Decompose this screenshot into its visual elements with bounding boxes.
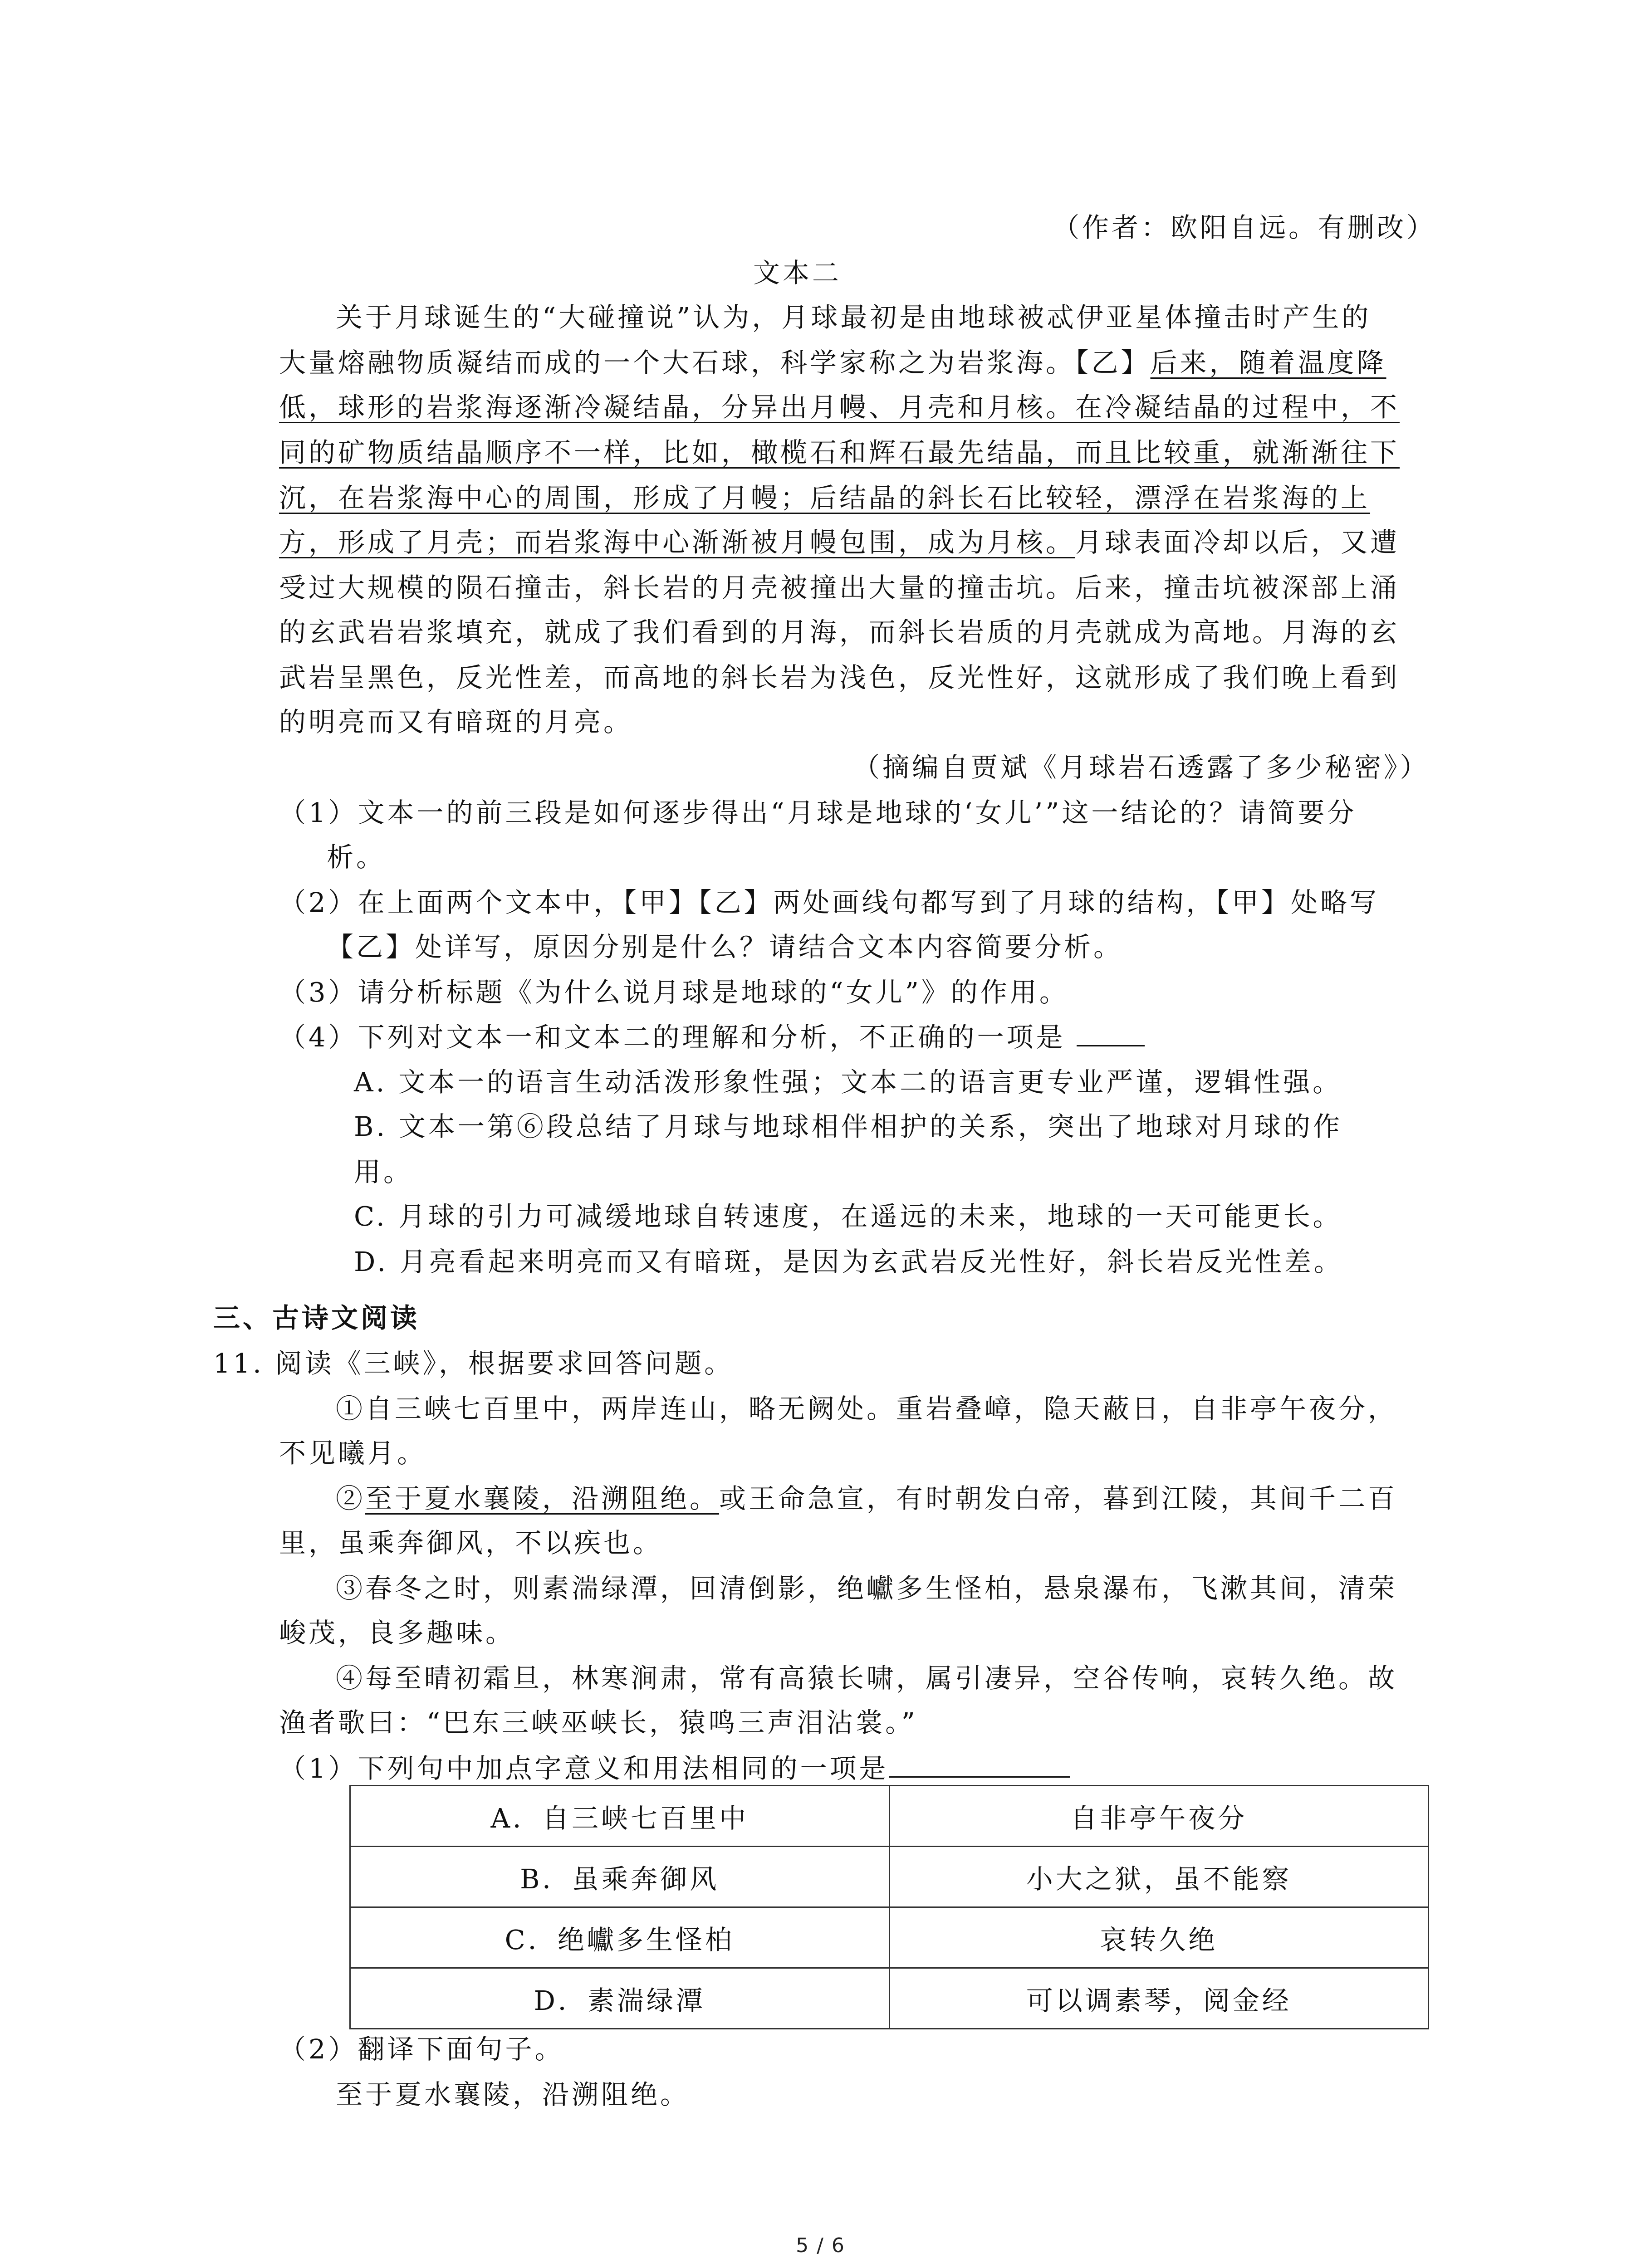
q11-paragraph-2-line2: 里，虽乘奔御风，不以疾也。 xyxy=(279,1527,663,1559)
text2-line-4: 同的矿物质结晶顺序不一样，比如，橄榄石和辉石最先结晶，而且比较重，就渐渐往下 xyxy=(279,437,1400,468)
underlined-sentence: 至于夏水襄陵，沿溯阻绝。 xyxy=(365,1483,720,1514)
q10-sub2-line1: （2）在上面两个文本中，【甲】【乙】两处画线句都写到了月球的结构，【甲】处略写 xyxy=(279,887,1380,918)
q11-stem: 11. 阅读《三峡》，根据要求回答问题。 xyxy=(213,1348,734,1379)
page-number: 5 / 6 xyxy=(796,2234,845,2257)
answer-blank xyxy=(1077,1019,1145,1046)
q10-sub1-line2: 析。 xyxy=(327,841,386,873)
table-cell: C．绝巘多生怪柏 xyxy=(350,1907,890,1968)
options-table xyxy=(349,1785,1429,2029)
text2-underline-yi: 后来，随着温度降 xyxy=(1150,347,1386,378)
q11-paragraph-1-line2: 不见曦月。 xyxy=(279,1437,427,1469)
table-row xyxy=(350,1907,1429,1968)
table-cell: A．自三峡七百里中 xyxy=(350,1786,890,1847)
text2-line-6: 方，形成了月壳；而岩浆海中心渐渐被月幔包围，成为月核。月球表面冷却以后，又遭 xyxy=(279,527,1400,558)
text1-source: （作者：欧阳自远。有删改） xyxy=(1053,212,1436,243)
text2-line-7: 受过大规模的陨石撞击，斜长岩的月壳被撞出大量的撞击坑。后来，撞击坑被深部上涌 xyxy=(279,572,1400,603)
text2-line-9: 武岩呈黑色，反光性差，而高地的斜长岩为浅色，反光性好，这就形成了我们晚上看到 xyxy=(279,662,1400,693)
q10-sub1-line1: （1）文本一的前三段是如何逐步得出“月球是地球的‘女儿’”这一结论的？请简要分 xyxy=(279,797,1357,828)
q11-paragraph-3-line2: 峻茂，良多趣味。 xyxy=(279,1617,515,1648)
table-row xyxy=(350,1786,1429,1847)
q10-sub3: （3）请分析标题《为什么说月球是地球的“女儿”》的作用。 xyxy=(279,977,1069,1008)
table-cell: B．虽乘奔御风 xyxy=(350,1847,890,1907)
table-row xyxy=(350,1968,1429,2029)
text2-line-2: 大量熔融物质凝结而成的一个大石球，科学家称之为岩浆海。【乙】后来，随着温度降 xyxy=(279,347,1386,378)
text2-source: （摘编自贾斌《月球岩石透露了多少秘密》） xyxy=(853,752,1430,783)
table-cell: 小大之狱，虽不能察 xyxy=(889,1847,1429,1907)
q11-paragraph-1-line1: ①自三峡七百里中，两岸连山，略无阙处。重岩叠嶂，隐天蔽日，自非亭午夜分， xyxy=(336,1393,1398,1424)
text2-line-3: 低，球形的岩浆海逐渐冷凝结晶，分异出月幔、月壳和月核。在冷凝结晶的过程中，不 xyxy=(279,391,1400,423)
table-cell: 可以调素琴，阅金经 xyxy=(889,1968,1429,2029)
q11-paragraph-4-line2: 渔者歌曰：“巴东三峡巫峡长，猿鸣三声泪沾裳。” xyxy=(279,1707,918,1738)
q10-sub2-line2: 【乙】处详写，原因分别是什么？请结合文本内容简要分析。 xyxy=(327,931,1123,963)
q11-paragraph-3-line1: ③春冬之时，则素湍绿潭，回清倒影，绝巘多生怪柏，悬泉瀑布，飞漱其间，清荣 xyxy=(336,1573,1398,1604)
table-cell: 哀转久绝 xyxy=(889,1907,1429,1968)
table-cell: 自非亭午夜分 xyxy=(889,1786,1429,1847)
text2-line-10: 的明亮而又有暗斑的月亮。 xyxy=(279,706,633,738)
table-cell: D．素湍绿潭 xyxy=(350,1968,890,2029)
q10-option-b-line2: 用。 xyxy=(354,1156,413,1188)
text2-line-8: 的玄武岩岩浆填充，就成了我们看到的月海，而斜长岩质的月壳就成为高地。月海的玄 xyxy=(279,616,1400,648)
text2-line-1: 关于月球诞生的“大碰撞说”认为，月球最初是由地球被忒伊亚星体撞击时产生的 xyxy=(336,302,1372,333)
answer-blank xyxy=(889,1750,1070,1778)
q10-option-c: C. 月球的引力可减缓地球自转速度，在遥远的未来，地球的一天可能更长。 xyxy=(354,1201,1342,1232)
text2-title: 文本二 xyxy=(753,257,842,288)
q11-sub2: （2）翻译下面句子。 xyxy=(279,2033,564,2065)
q10-option-d: D. 月亮看起来明亮而又有暗斑，是因为玄武岩反光性好，斜长岩反光性差。 xyxy=(354,1246,1343,1277)
q10-sub4: （4）下列对文本一和文本二的理解和分析，不正确的一项是 xyxy=(279,1019,1145,1056)
table-row xyxy=(350,1847,1429,1907)
q10-option-b-line1: B. 文本一第⑥段总结了月球与地球相伴相护的关系，突出了地球对月球的作 xyxy=(354,1111,1342,1142)
q11-paragraph-2-line1: ②至于夏水襄陵，沿溯阻绝。或王命急宣，有时朝发白帝，暮到江陵，其间千二百 xyxy=(336,1483,1398,1514)
q11-paragraph-4-line1: ④每至晴初霜旦，林寒涧肃，常有高猿长啸，属引凄异，空谷传响，哀转久绝。故 xyxy=(336,1662,1398,1694)
q11-sub1: （1）下列句中加点字意义和用法相同的一项是 xyxy=(279,1750,1070,1787)
q11-sub2-sentence: 至于夏水襄陵，沿溯阻绝。 xyxy=(336,2079,690,2110)
q10-option-a: A. 文本一的语言生动活泼形象性强；文本二的语言更专业严谨，逻辑性强。 xyxy=(354,1066,1342,1098)
section-3-heading: 三、古诗文阅读 xyxy=(213,1302,420,1334)
text2-line-5: 沉，在岩浆海中心的周围，形成了月幔；后结晶的斜长石比较轻，漂浮在岩浆海的上 xyxy=(279,482,1371,513)
